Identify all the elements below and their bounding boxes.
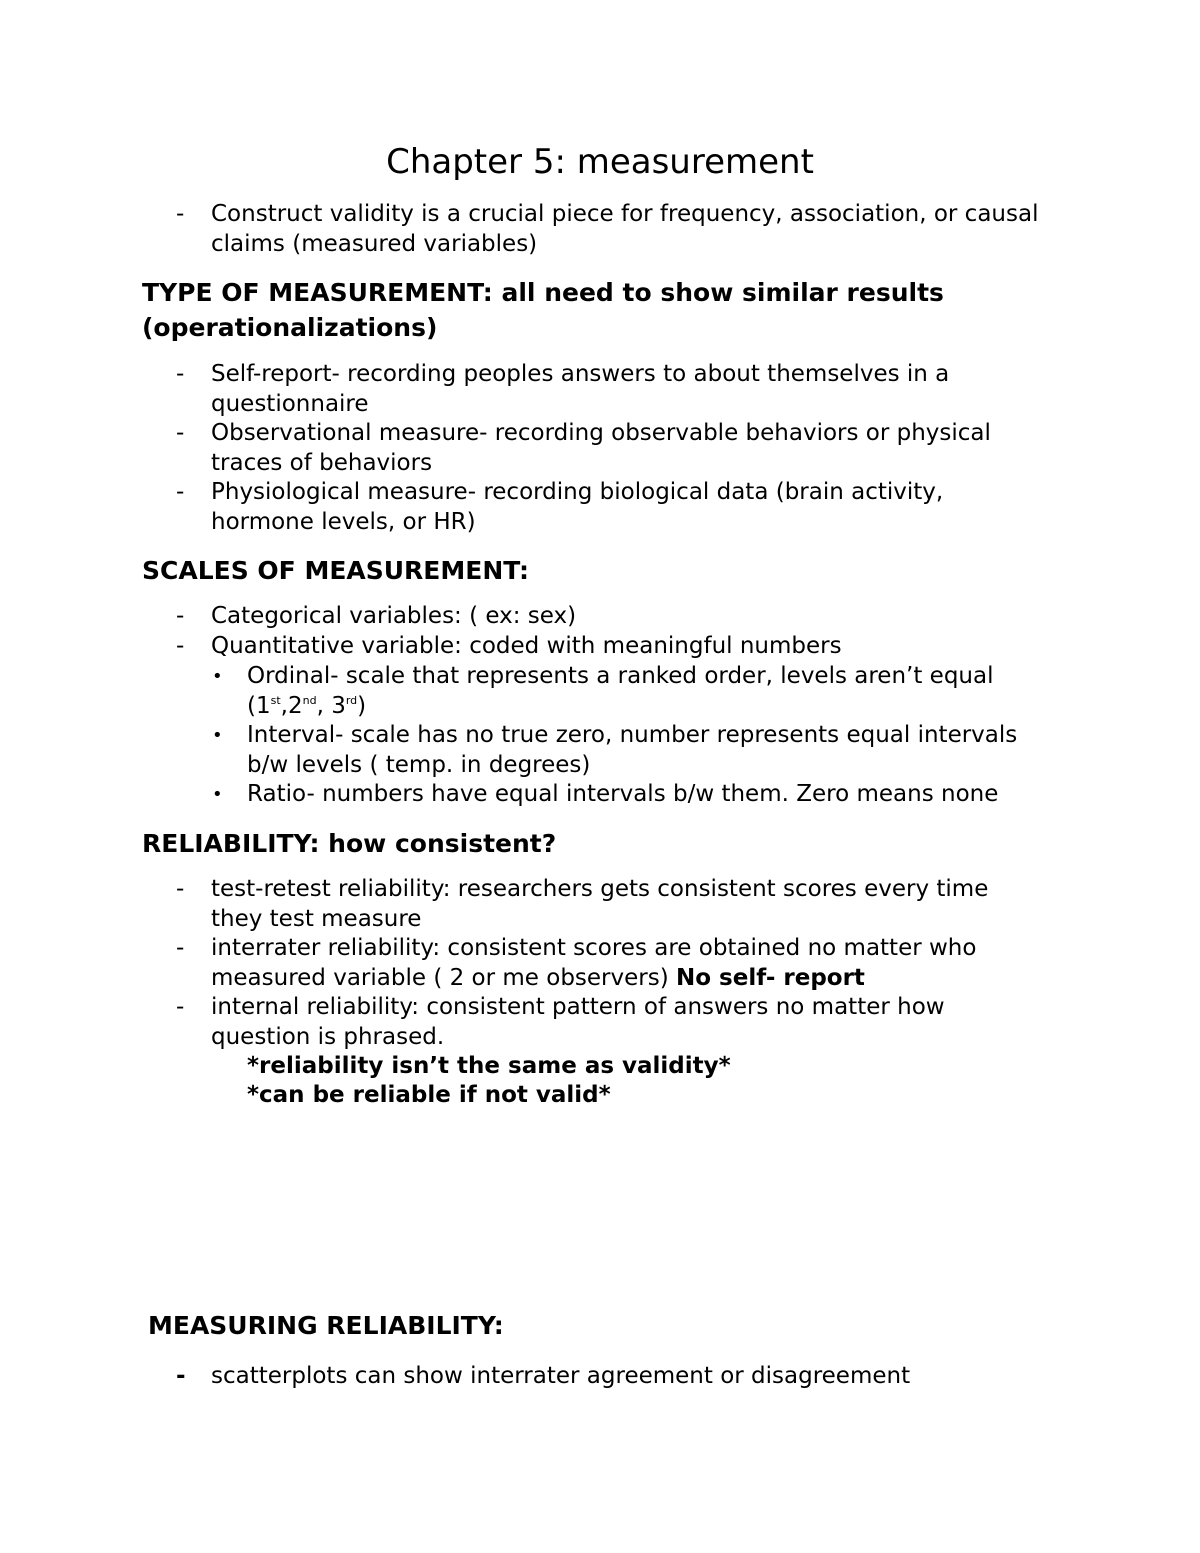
page-title: Chapter 5: measurement [386, 142, 814, 182]
dash-bullet: - [176, 994, 185, 1020]
section-heading-measuring-reliability: MEASURING RELIABILITY: [148, 1311, 504, 1340]
dash-bullet: - [176, 201, 185, 227]
section-heading-reliability: RELIABILITY: how consistent? [142, 829, 557, 858]
dash-bullet: - [176, 479, 185, 505]
round-bullet: • [212, 784, 223, 805]
dash-bullet: - [176, 361, 185, 387]
dash-bullet: - [176, 420, 185, 446]
dash-bullet: - [176, 1363, 186, 1389]
dash-bullet: - [176, 876, 185, 902]
document-page: Chapter 5: measurement - Construct validity is a crucial piece for frequency, association, or causal claims (measured variables) TYPE OF MEASUREMENT: all need to show similar results (operationalizations) - Self-report- recording peoples answers to about themselves in a questionnaire - Observational measure- recording observable behaviors or physical traces of behaviors - Physiological measure- recording biological data (brain activity, hormone levels, or HR) SCALES OF MEASUREMENT: - Categorical variables: ( ex: sex) - Quantitative variable: coded with meaningful numbers • Ordinal- scale that represents a ranked order, levels aren’t equal (1st,2nd, 3rd) • Interval- scale has no true zero, number represents equal intervals b/w levels ( temp. in degrees) • Ratio- numbers have equal intervals b/w them. Zero means none RELIABILITY: how consistent? - test-retest reliability: researchers gets consistent scores every time they test measure - interrater reliability: consistent scores are obtained no matter who measured variable ( 2 or me observers) No self- report - internal reliability: consistent pattern of answers no matter how question is phrased. *reliability isn’t the same as validity* *can be reliable if not valid* MEASURING RELIABILITY: - scatterplots can show interrater agreement or disagreement [0, 0, 1200, 1553]
dash-bullet: - [176, 935, 185, 961]
dash-bullet: - [176, 633, 185, 659]
list-item-text: Construct validity is a crucial piece for frequency, association, or causal claims (measured variables) [211, 201, 1039, 257]
note-reliable-not-valid: *can be reliable if not valid* [247, 1082, 611, 1108]
section-heading-scales: SCALES OF MEASUREMENT: [142, 556, 529, 585]
dash-bullet: - [176, 603, 185, 629]
round-bullet: • [212, 725, 223, 746]
note-reliability-vs-validity: *reliability isn’t the same as validity* [247, 1053, 731, 1079]
section-heading-type-of-measurement: TYPE OF MEASUREMENT: all need to show similar results (operationalizations) [142, 278, 944, 342]
round-bullet: • [212, 666, 223, 687]
